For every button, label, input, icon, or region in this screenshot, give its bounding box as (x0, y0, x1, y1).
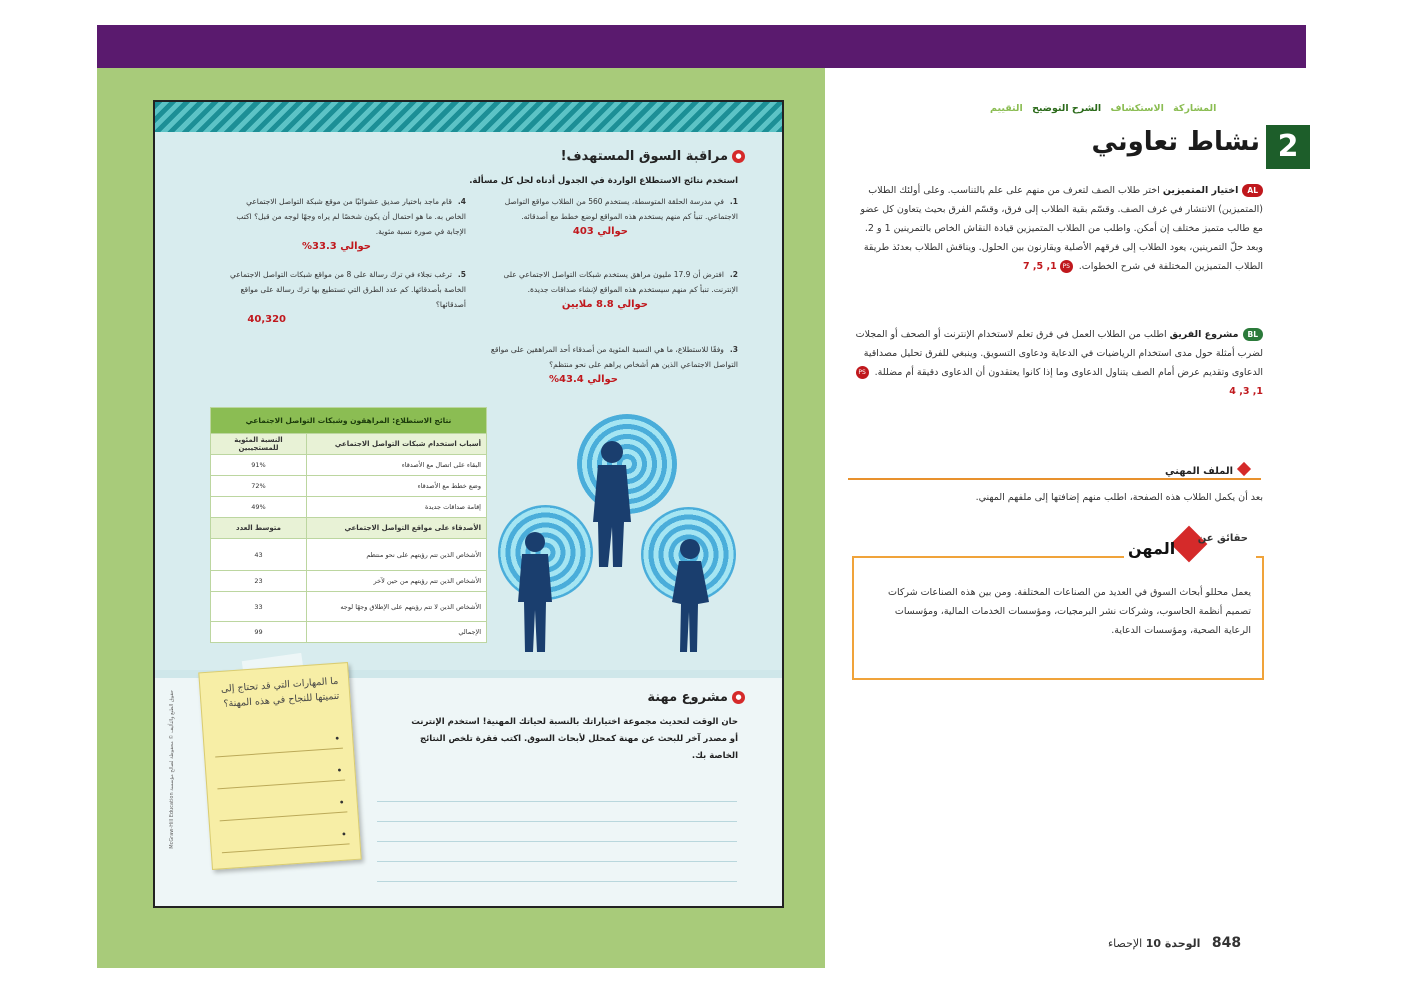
note-question: ما المهارات التي قد تحتاج إلى تنميتها للنجاح في هذه المهنة؟ (220, 675, 340, 710)
nav-engage[interactable]: المشاركة (1173, 103, 1217, 114)
writing-line (377, 861, 737, 862)
answer-2: حوالي 8.8 ملايين (561, 299, 648, 310)
copyright-credit: حقوق الطبع والتأليف © محفوظة لصالح مؤسسة McGraw-Hill Education (169, 690, 175, 849)
writing-line (377, 801, 737, 802)
career-icon: ● (732, 691, 745, 704)
bl-heading: مشروع الفريق (1169, 329, 1239, 340)
nav-evaluate[interactable]: التقييم (990, 103, 1023, 114)
note-bullet: • (340, 829, 348, 841)
note-line (220, 811, 348, 821)
page-header-stripe (155, 102, 782, 132)
section-title: نشاط تعاوني (1091, 127, 1260, 157)
student-page (153, 100, 784, 908)
note-bullet: • (338, 797, 346, 809)
page-footer (1108, 935, 1241, 951)
table-title-row: نتائج الاستطلاع: المراهقون وشبكات التواصل الاجتماعي (211, 408, 487, 434)
note-bullet: • (334, 733, 341, 746)
nav-explore[interactable]: الاستكشاف (1110, 103, 1164, 114)
table-row: الإجمالي 99 (211, 622, 487, 643)
question-3: 3.وفقًا للاستطلاع، ما هي النسبة المئوية من أصدقاء أحد المراهقين على مواقع التواصل الاجتماعي الذين هم أشخاص يراهم على نحو منتظم؟ حوالي 43.4% (478, 342, 738, 387)
al-text: اختر طلاب الصف لتعرف من منهم على علم بالتناسب. وعلى أولئك الطلاب (المتميزين) الانتشار في غرف الصف. وقسّم بقية الطلاب إلى فرق، وقسّم الفرق بحيث يتعاون كل عضو مع طالب متميز مختلف إن أمكن. واطلب من الطلاب المتميزين قيادة النقاش الخاص بالتمرينين 1 و 2. وبعد حلّ التمرينين، يعود الطلاب إلى فرقهم الأصلية ويقارنون بين الحلول. ويناقش الطلاب بعدئذ طريقة الطلاب المتميزين المختلفة في شرح الخطوات. (860, 185, 1263, 272)
career-diamond-icon (1171, 526, 1208, 563)
note-line (217, 779, 345, 789)
answer-1: حوالي 403 (572, 226, 628, 237)
table-header-row: الأصدقاء على مواقع التواصل الاجتماعي متوسط العدد (211, 518, 487, 539)
topic-label: الإحصاء (1108, 937, 1143, 950)
career-facts-text: يعمل محللو أبحاث السوق في العديد من الصناعات المختلفة. ومن بين هذه الصناعات شركات تصميم أنظمة الحاسوب، وشركات نشر البرمجيات، ومؤسسات الخدمات المالية، ومؤسسات الرعاية الصحية، ومؤسسات الدعاية. (888, 587, 1251, 636)
writing-line (377, 821, 737, 822)
table-row: الأشخاص الذين تتم رؤيتهم على نحو منتظم 43 (211, 539, 487, 571)
writing-line (377, 841, 737, 842)
table-row: الأشخاص الذين لا تتم رؤيتهم على الإطلاق وجهًا لوجه 33 (211, 592, 487, 622)
note-bullet: • (336, 765, 343, 778)
top-color-bar (97, 25, 1306, 68)
practice-standard-icon: PS (1060, 260, 1073, 273)
teen-phone-illustration (485, 432, 765, 662)
bl-activity (848, 325, 1263, 401)
portfolio-text: بعد أن يكمل الطلاب هذه الصفحة، اطلب منهم إضافتها إلى ملفهم المهني. (975, 492, 1263, 503)
sticky-note (198, 662, 361, 870)
question-4: 4.قام ماجد باختيار صديق عشوائيًا من موقع شبكة التواصل الاجتماعي الخاص به. ما هو احتمال أن يكون شخصًا لم يراه وجهًا لوجه من قبل؟ اكتب الإجابة في صورة نسبة مئوية. حوالي 33.3% (226, 194, 466, 254)
page-number: 848 (1211, 935, 1242, 951)
nav-explain[interactable]: الشرح التوضيح (1032, 103, 1102, 114)
al-badge: AL (1242, 184, 1263, 197)
al-refs: 1, 5, 7 (1023, 261, 1057, 272)
survey-table (210, 407, 487, 643)
unit-label: الوحدة 10 (1145, 937, 1201, 950)
question-2: 2.افترض أن 17.9 مليون مراهق يستخدم شبكات التواصل الاجتماعي على الإنترنت. تنبأ كم منهم سيستخدم هذه المواقع لإنشاء صداقات جديدة. حوالي 8.8 ملايين (478, 267, 738, 312)
lesson-phase-nav (990, 103, 1216, 114)
table-row: إقامة صداقات جديدة 49% (211, 497, 487, 518)
career-facts-heading: حقائق عن المهن (1124, 531, 1256, 565)
real-world-icon: ● (732, 150, 745, 163)
bl-text: اطلب من الطلاب العمل في فرق تعلم لاستخدام الإنترنت أو الصحف أو المجلات لضرب أمثلة حول مدى استخدام الرياضيات في الدعاية ودعاوى التسويق. وينبغي للفرق تحليل مصداقية الدعاوى وتقديم عرض أمام الصف يتناول الدعاوى وما إذا كانوا يعتقدون أن الدعاوى دقيقة أم مضللة. (855, 329, 1263, 378)
table-header-row: أسباب استخدام شبكات التواصل الاجتماعي النسبة المئوية للمستجيبين (211, 434, 487, 455)
question-1: 1.في مدرسة الحلقة المتوسطة، يستخدم 560 من الطلاب مواقع التواصل الاجتماعي. تنبأ كم منهم يستخدم هذه المواقع لوضع خطط مع أصدقائه. حوالي 403 (478, 194, 738, 239)
diamond-icon (1237, 462, 1251, 476)
table-row: وضع خطط مع الأصدقاء 72% (211, 476, 487, 497)
section-heading (1030, 125, 1310, 169)
portfolio-divider (848, 478, 1261, 480)
project-text: حان الوقت لتحديث مجموعة اختياراتك بالنسبة لحياتك المهنية! استخدم الإنترنت أو مصدر آخر للبحث عن مهنة كمحلل لأبحاث السوق. اكتب فقرة تلخص النتائج الخاصة بك. (411, 717, 738, 761)
question-5: 5.ترغب نجلاء في ترك رسالة على 8 من مواقع شبكات التواصل الاجتماعي الخاصة بأصدقائها. كم عدد الطرق التي تستطيع بها ترك رسالة على مواقع أصدقائها؟ 40,320 (226, 267, 466, 327)
project-title: ●مشروع مهنة (647, 690, 745, 705)
answer-3: حوالي 43.4% (549, 374, 618, 385)
writing-line (377, 881, 737, 882)
portfolio-heading: الملف المهني (1165, 464, 1249, 477)
section-number: 2 (1266, 125, 1310, 169)
table-row: الأشخاص الذين تتم رؤيتهم من حين لآخر 23 (211, 571, 487, 592)
answer-5: 40,320 (247, 314, 286, 325)
table-row: البقاء على اتصال مع الأصدقاء 91% (211, 455, 487, 476)
bl-refs: 1, 3, 4 (1229, 386, 1263, 397)
answer-4: حوالي 33.3% (302, 241, 371, 252)
note-line (222, 843, 350, 853)
market-title: ●مراقبة السوق المستهدف! (561, 149, 745, 164)
note-line (215, 748, 343, 758)
bl-badge: BL (1243, 328, 1264, 341)
instruction-text: استخدم نتائج الاستطلاع الواردة في الجدول أدناه لحل كل مسألة. (469, 176, 738, 186)
al-activity (848, 181, 1263, 276)
practice-standard-icon: PS (856, 366, 869, 379)
al-heading: اختيار المتميزين (1162, 185, 1239, 196)
